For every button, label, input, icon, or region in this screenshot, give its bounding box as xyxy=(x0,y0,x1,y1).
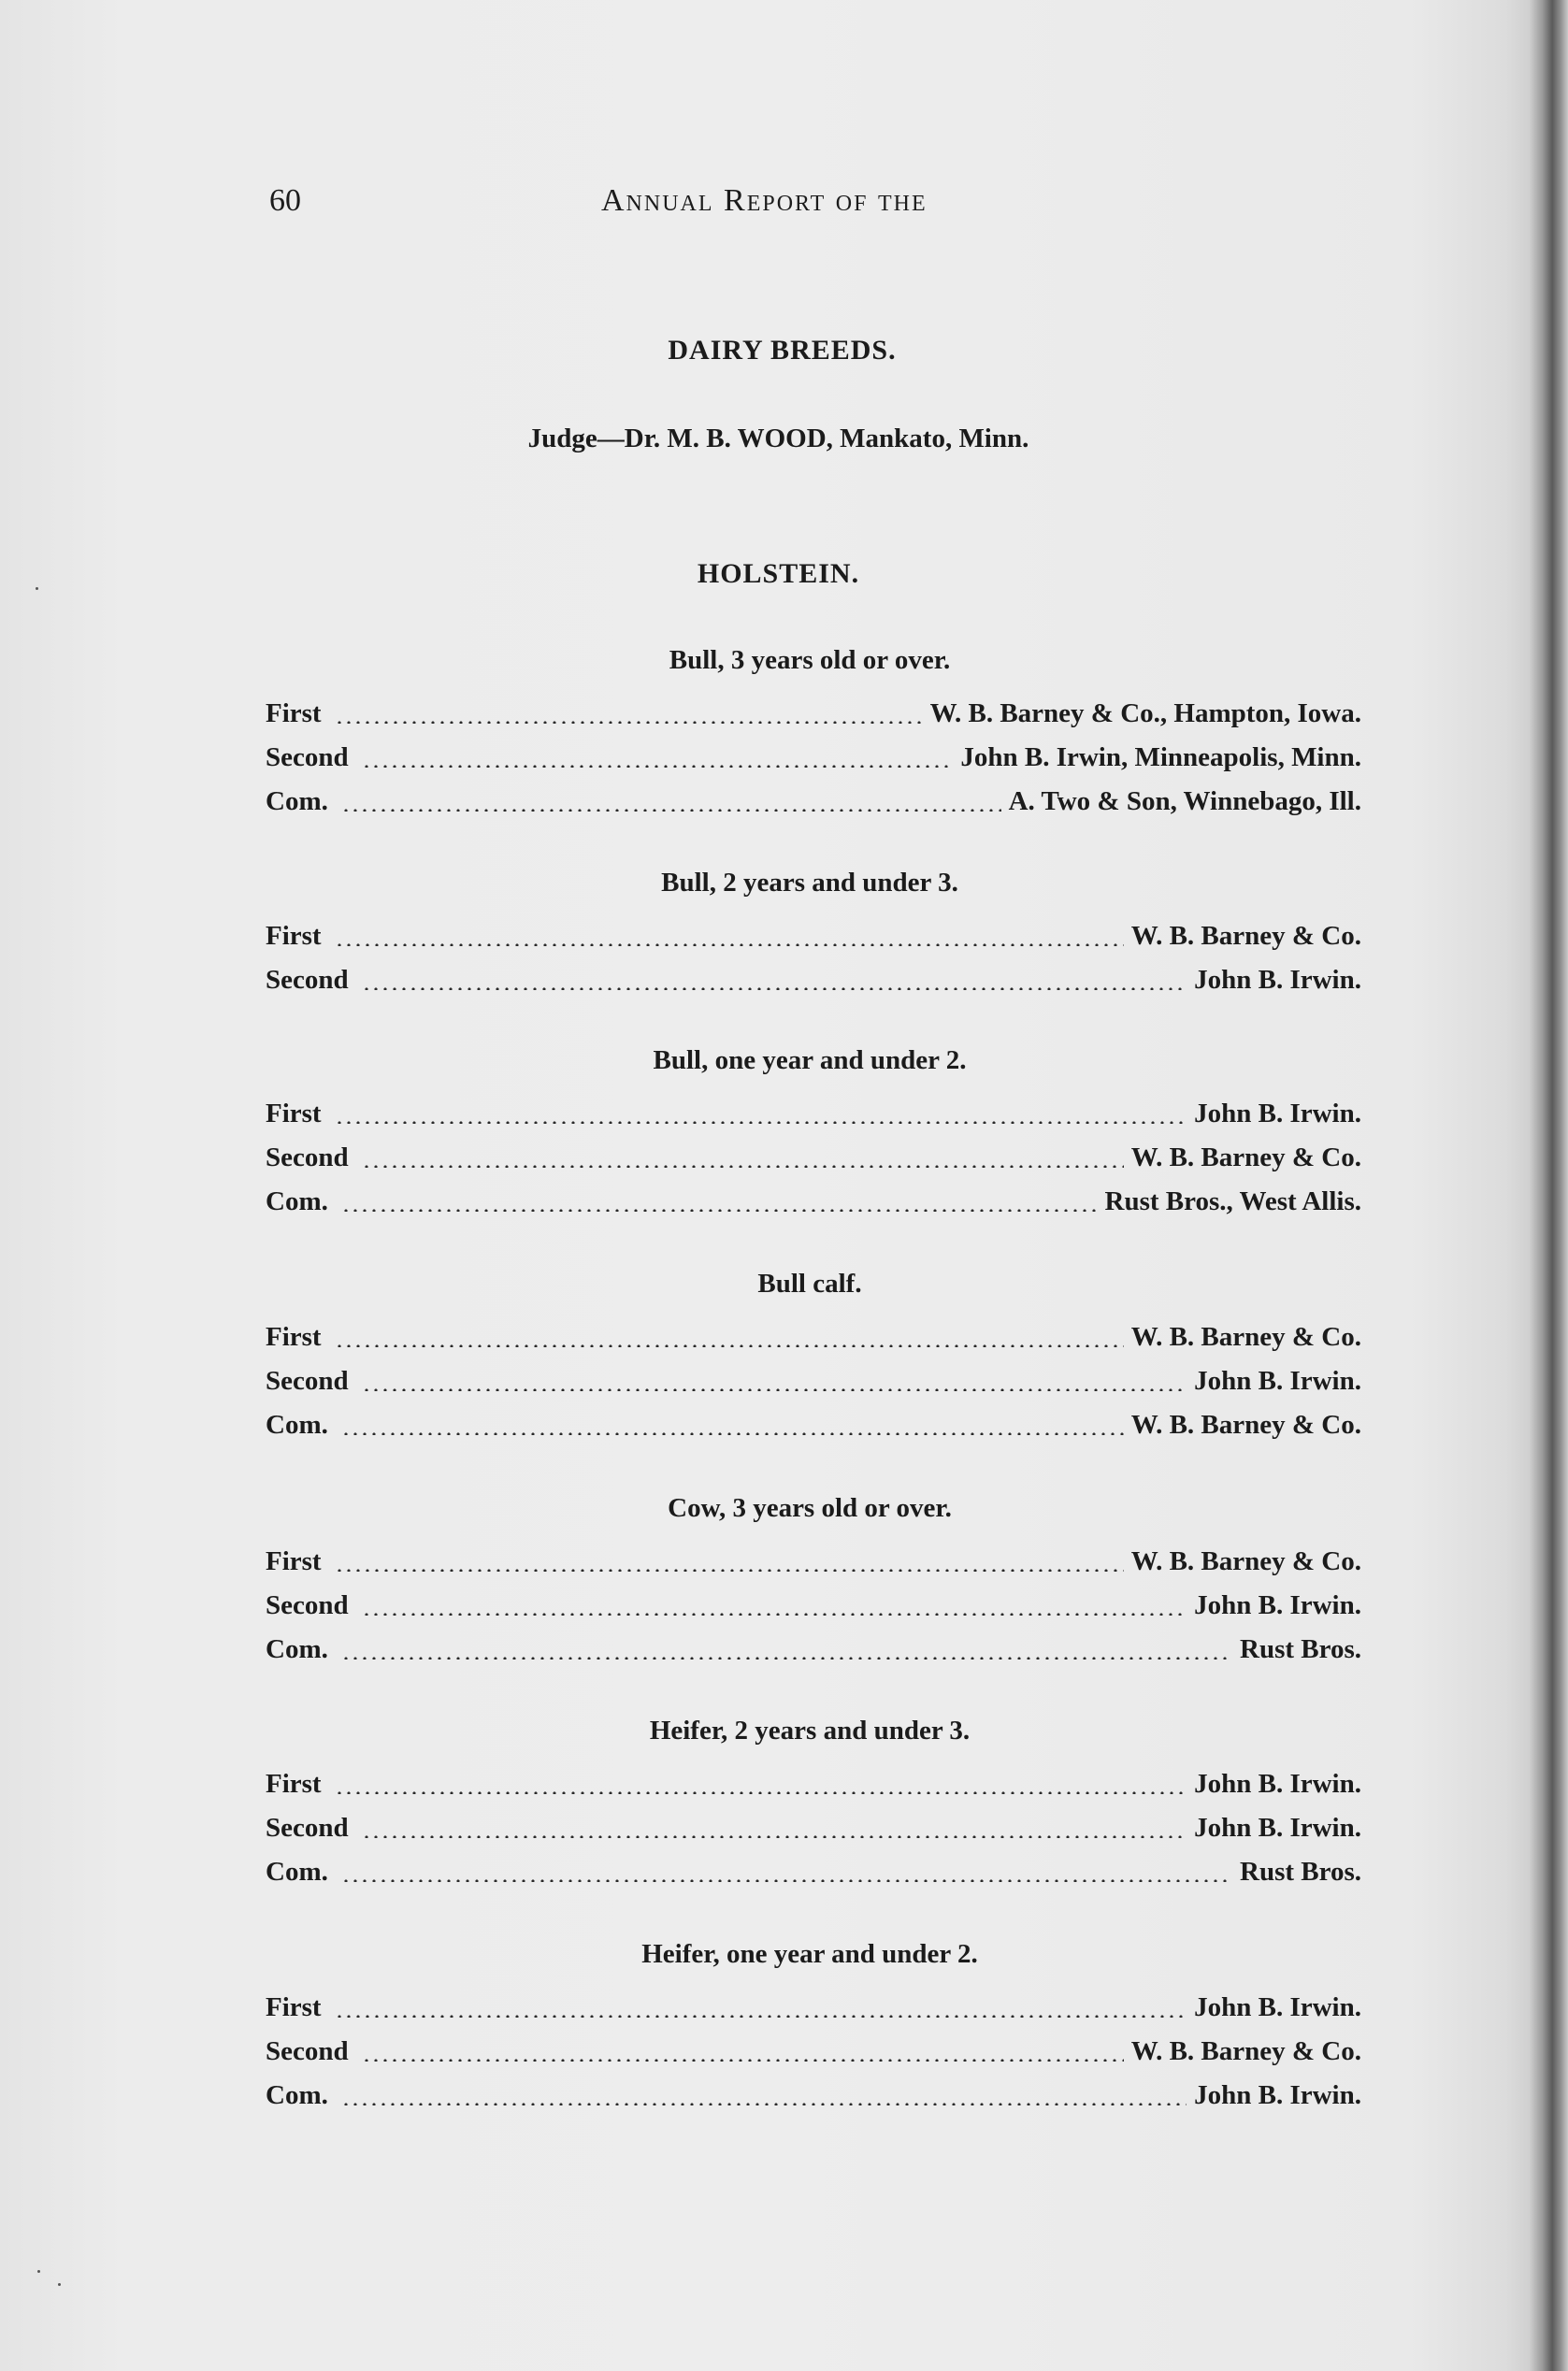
scan-speck xyxy=(37,2270,40,2273)
award-winner: John B. Irwin. xyxy=(1194,1590,1361,1620)
award-section xyxy=(258,1493,1361,1678)
award-entry xyxy=(258,698,1361,736)
class-heading: Bull, 3 years old or over. xyxy=(669,645,951,675)
award-section xyxy=(258,1045,1361,1230)
award-winner: John B. Irwin. xyxy=(1194,1813,1361,1843)
class-heading: Bull calf. xyxy=(757,1269,862,1299)
award-place: First xyxy=(266,921,322,951)
award-section xyxy=(258,1269,1361,1454)
award-entry xyxy=(258,1857,1361,1894)
award-winner: W. B. Barney & Co. xyxy=(1130,1322,1361,1352)
award-entry xyxy=(258,1322,1361,1359)
award-entry xyxy=(258,1186,1361,1224)
award-entry xyxy=(258,921,1361,958)
class-heading: Bull, one year and under 2. xyxy=(653,1045,967,1075)
class-heading: Cow, 3 years old or over. xyxy=(668,1493,952,1523)
award-entry xyxy=(258,786,1361,824)
award-place: First xyxy=(266,1546,322,1576)
breed-heading: HOLSTEIN. xyxy=(697,558,860,589)
award-entry xyxy=(258,1142,1361,1180)
award-winner: John B. Irwin, Minneapolis, Minn. xyxy=(960,742,1361,772)
award-entry xyxy=(258,2036,1361,2074)
award-entry xyxy=(258,2080,1361,2118)
award-place: First xyxy=(266,1769,322,1799)
award-entry xyxy=(258,1769,1361,1806)
dot-leader xyxy=(258,1875,1361,1883)
award-place: Com. xyxy=(266,786,328,816)
award-entry xyxy=(258,1813,1361,1850)
award-winner: W. B. Barney & Co. xyxy=(1130,921,1361,951)
award-place: Com. xyxy=(266,1410,328,1440)
award-entry xyxy=(258,1366,1361,1403)
award-place: Second xyxy=(266,2036,349,2066)
award-entry xyxy=(258,965,1361,1002)
award-winner: W. B. Barney & Co. xyxy=(1130,1142,1361,1172)
award-winner: W. B. Barney & Co. xyxy=(1130,1410,1361,1440)
award-place: First xyxy=(266,1992,322,2022)
award-place: First xyxy=(266,698,322,728)
award-winner: John B. Irwin. xyxy=(1194,1769,1361,1799)
scan-speck xyxy=(36,587,38,590)
award-winner: John B. Irwin. xyxy=(1194,1992,1361,2022)
report-title: DAIRY BREEDS. xyxy=(668,335,897,366)
award-section xyxy=(258,645,1361,830)
award-winner: W. B. Barney & Co. xyxy=(1130,1546,1361,1576)
page-header xyxy=(269,183,1045,230)
award-winner: John B. Irwin. xyxy=(1194,2080,1361,2110)
running-head: Annual Report of the xyxy=(601,183,928,218)
award-section xyxy=(258,1939,1361,2124)
award-winner: Rust Bros., West Allis. xyxy=(1104,1186,1361,1216)
dot-leader xyxy=(258,1653,1361,1660)
award-winner: John B. Irwin. xyxy=(1194,1366,1361,1396)
class-heading: Bull, 2 years and under 3. xyxy=(661,868,958,898)
award-winner: John B. Irwin. xyxy=(1194,965,1361,995)
award-entry xyxy=(258,1410,1361,1447)
award-entry xyxy=(258,1099,1361,1136)
award-place: First xyxy=(266,1099,322,1128)
award-winner: W. B. Barney & Co., Hampton, Iowa. xyxy=(929,698,1361,728)
award-section xyxy=(258,868,1361,1009)
award-place: Com. xyxy=(266,1634,328,1664)
award-winner: Rust Bros. xyxy=(1240,1634,1361,1664)
award-place: Com. xyxy=(266,1857,328,1887)
class-heading: Heifer, one year and under 2. xyxy=(641,1939,978,1969)
award-winner: W. B. Barney & Co. xyxy=(1130,2036,1361,2066)
page-number: 60 xyxy=(269,183,301,218)
judge-line: Judge—Dr. M. B. WOOD, Mankato, Minn. xyxy=(527,424,1029,453)
award-place: Second xyxy=(266,1590,349,1620)
award-winner: Rust Bros. xyxy=(1240,1857,1361,1887)
award-winner: A. Two & Son, Winnebago, Ill. xyxy=(1008,786,1361,816)
award-place: Com. xyxy=(266,1186,328,1216)
award-place: Second xyxy=(266,742,349,772)
award-entry xyxy=(258,1634,1361,1672)
award-place: Second xyxy=(266,1366,349,1396)
award-section xyxy=(258,1716,1361,1901)
award-place: Second xyxy=(266,1142,349,1172)
award-winner: John B. Irwin. xyxy=(1194,1099,1361,1128)
award-entry xyxy=(258,1992,1361,2030)
award-place: Second xyxy=(266,1813,349,1843)
award-entry xyxy=(258,1546,1361,1584)
award-entry xyxy=(258,1590,1361,1628)
award-place: First xyxy=(266,1322,322,1352)
class-heading: Heifer, 2 years and under 3. xyxy=(649,1716,971,1746)
award-place: Com. xyxy=(266,2080,328,2110)
award-entry xyxy=(258,742,1361,780)
scan-speck xyxy=(58,2283,61,2286)
award-place: Second xyxy=(266,965,349,995)
